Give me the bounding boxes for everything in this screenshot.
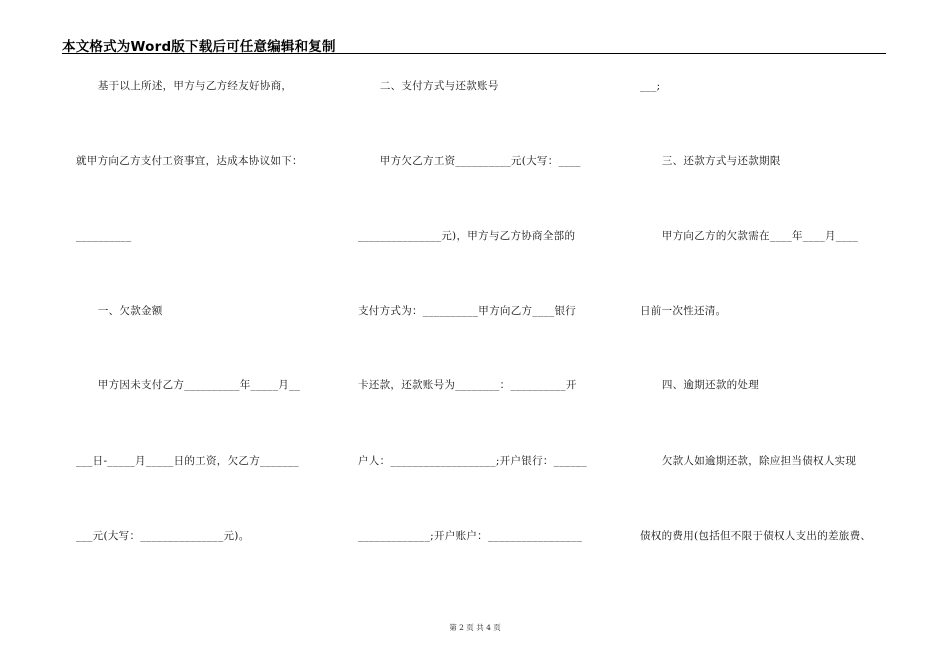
paragraph-line: 日前一次性还清。: [640, 305, 727, 317]
paragraph-line: ___;: [640, 80, 661, 92]
paragraph-line: 债权的费用(包括但不限于债权人支出的差旅费、: [640, 530, 872, 542]
paragraph-line: 卡还款，还款账号为________：__________开: [358, 379, 577, 391]
paragraph-line: 基于以上所述，甲方与乙方经友好协商，: [76, 80, 293, 92]
section-heading: 二、支付方式与还款账号: [358, 80, 499, 92]
page-header: [62, 35, 886, 54]
section-heading: 一、欠款金额: [76, 305, 163, 317]
paragraph-line: 甲方因未支付乙方__________年_____月__: [76, 379, 301, 391]
paragraph-line: 支付方式为：__________甲方向乙方____银行: [358, 305, 577, 317]
paragraph-line: _____________;开户账户：_________________: [358, 530, 583, 542]
paragraph-line: 户人：___________________;开户银行：______: [358, 455, 587, 467]
section-heading: 三、还款方式与还款期限: [640, 155, 781, 167]
header-title: 本文格式为Word版下载后可任意编辑和复制: [62, 39, 336, 55]
section-heading: 四、逾期还款的处理: [640, 379, 760, 391]
paragraph-line: ___元(大写：_______________元)。: [76, 530, 250, 542]
page-number: 第 2 页 共 4 页: [449, 623, 501, 632]
paragraph-line: _______________元)，甲方与乙方协商全部的: [358, 230, 576, 242]
paragraph-line: 欠款人如逾期还款，除应担当债权人实现: [640, 455, 857, 467]
paragraph-line: 甲方欠乙方工资__________元(大写：____: [358, 155, 581, 167]
paragraph-line: 就甲方向乙方支付工资事宜，达成本协议如下：: [76, 155, 303, 167]
paragraph-line: __________: [76, 230, 132, 242]
paragraph-line: ___日-_____月_____日的工资，欠乙方_______: [76, 455, 299, 467]
paragraph-line: 甲方向乙方的欠款需在____年____月____: [640, 230, 859, 242]
